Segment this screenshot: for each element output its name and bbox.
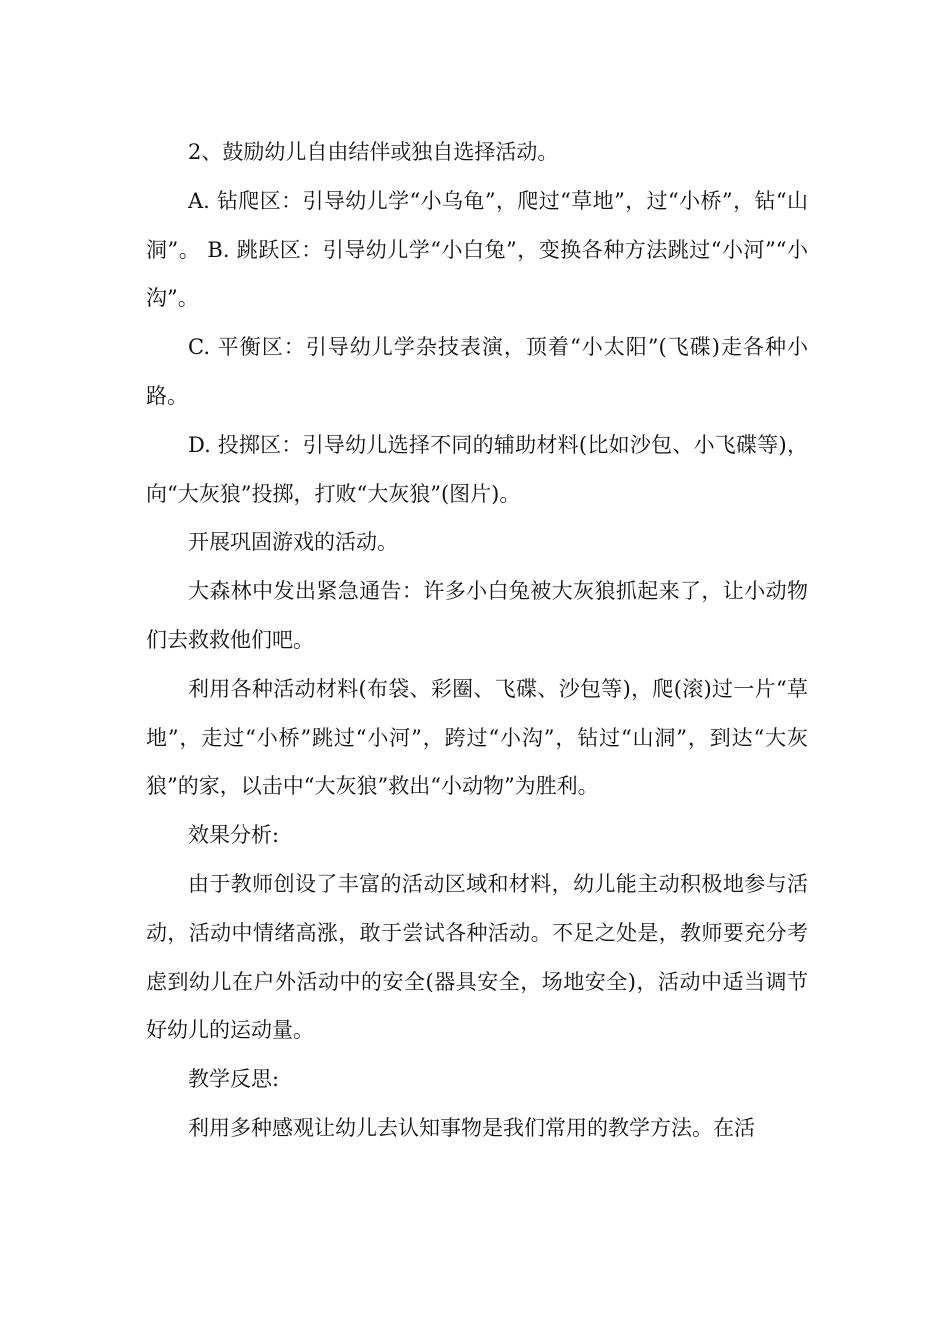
heading-effect-analysis: 效果分析: bbox=[188, 823, 280, 848]
paragraph-area-c: C. 平衡区：引导幼儿学杂技表演，顶着“小太阳”(飞碟)走各种小路。 bbox=[146, 335, 808, 408]
paragraph-area-d: D. 投掷区：引导幼儿选择不同的辅助材料(比如沙包、小飞碟等)，向“大灰狼”投掷，打败“大灰狼”(图片)。 bbox=[146, 432, 808, 506]
heading-teaching-reflection: 教学反思: bbox=[188, 1067, 280, 1092]
paragraph-step-2: 2、鼓励幼儿自由结伴或独自选择活动。 bbox=[188, 140, 559, 164]
document-body bbox=[146, 128, 808, 1153]
paragraph-forest-notice: 大森林中发出紧急通告：许多小白兔被大灰狼抓起来了，让小动物们去救救他们吧。 bbox=[146, 579, 808, 652]
paragraph-effect-analysis: 由于教师创设了丰富的活动区域和材料，幼儿能主动积极地参与活动，活动中情绪高涨，敢于尝试各种活动。不足之处是，教师要充分考虑到幼儿在户外活动中的安全(器具安全，场地安全)，活动中适当调节好幼儿的运动量。 bbox=[146, 871, 808, 1043]
paragraph-area-a-b: A. 钻爬区：引导幼儿学“小乌龟”，爬过“草地”，过“小桥”，钻“山洞”。 B. 跳跃区：引导幼儿学“小白兔”，变换各种方法跳过“小河”“小沟”。 bbox=[146, 188, 808, 311]
paragraph-game-rules: 利用各种活动材料(布袋、彩圈、飞碟、沙包等)，爬(滚)过一片“草地”，走过“小桥”跳过“小河”，跨过“小沟”，钻过“山洞”，到达“大灰狼”的家，以击中“大灰狼”救出“小动物”为胜利。 bbox=[146, 676, 808, 799]
paragraph-teaching-reflection: 利用多种感观让幼儿去认知事物是我们常用的教学方法。在活 bbox=[188, 1115, 755, 1140]
paragraph-consolidation-game: 开展巩固游戏的活动。 bbox=[188, 530, 398, 555]
